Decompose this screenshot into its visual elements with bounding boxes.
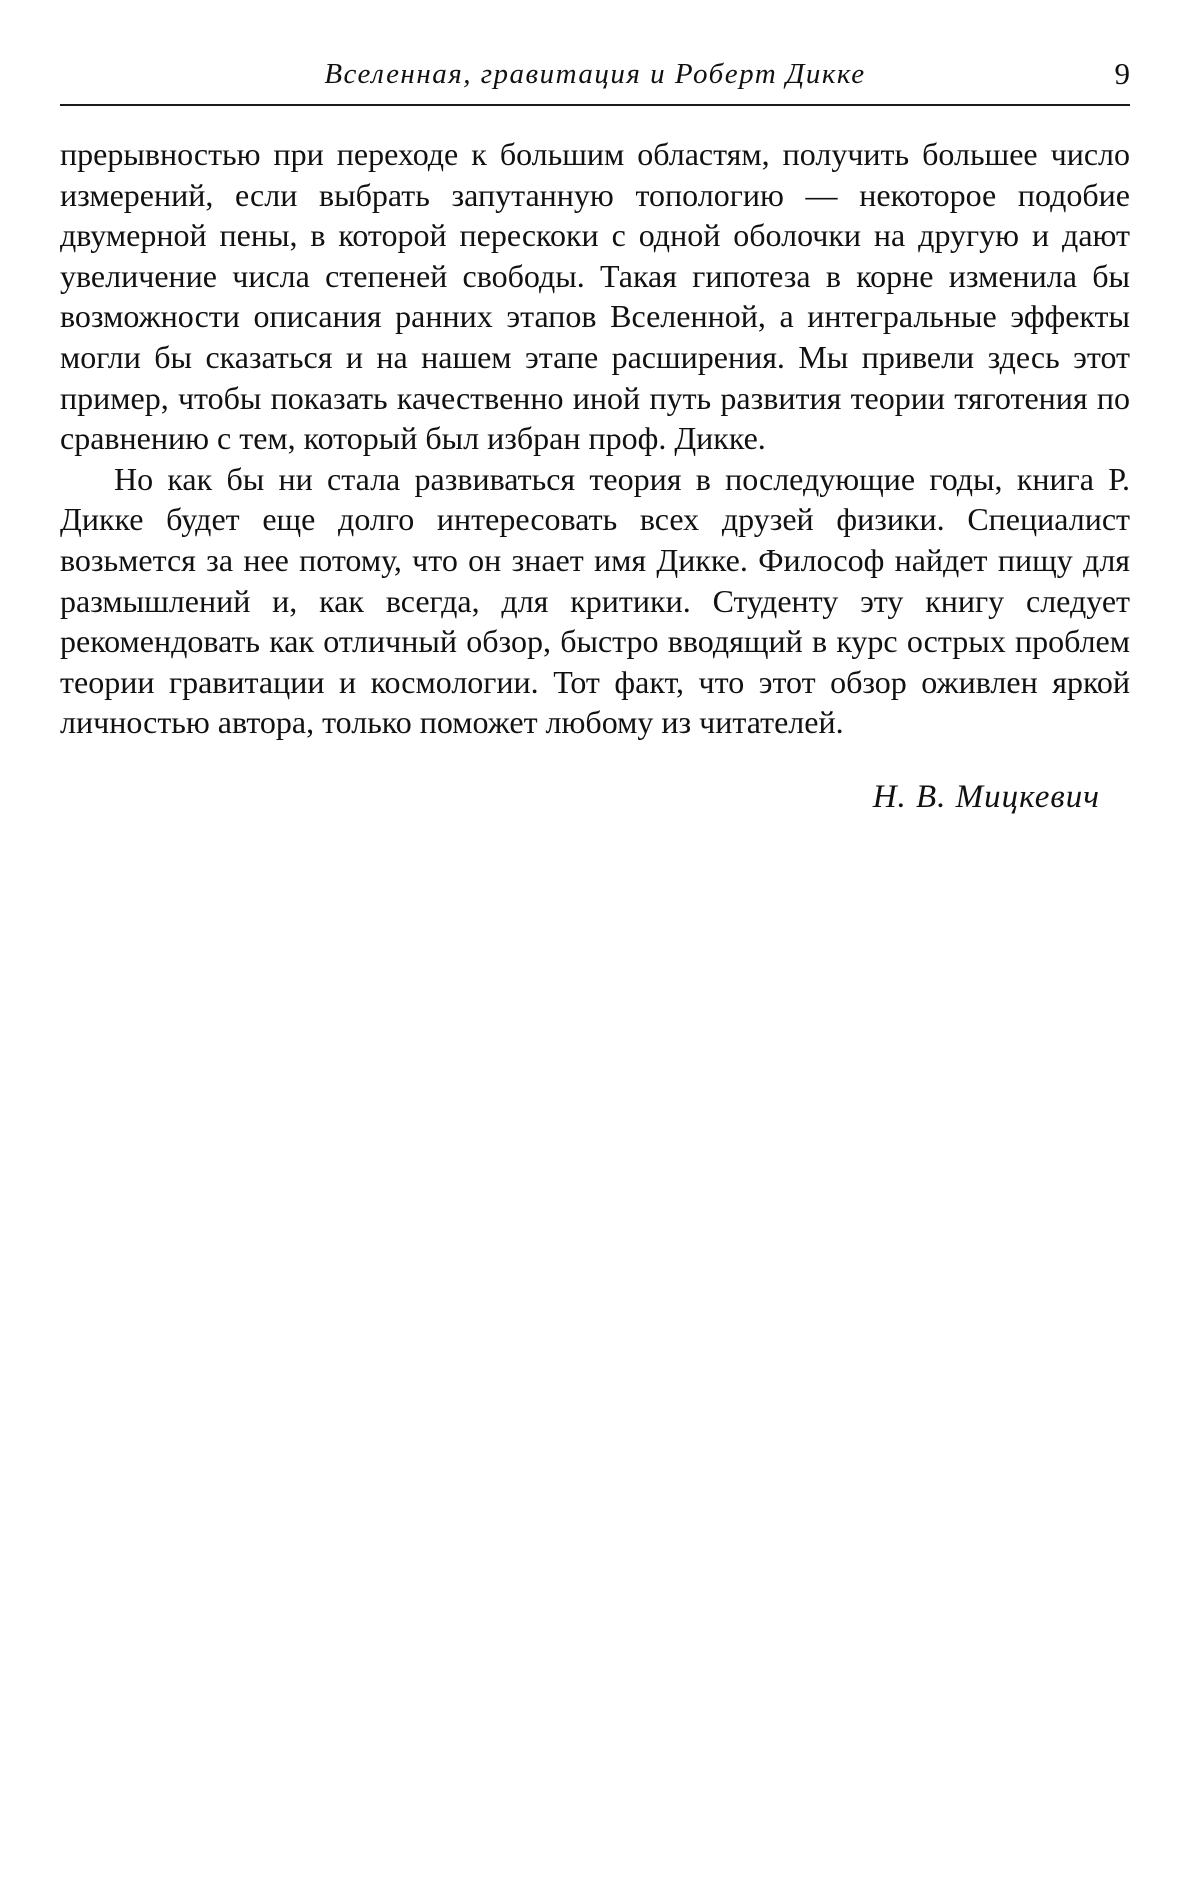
author-signature: Н. В. Мицкевич <box>872 778 1100 815</box>
paragraph: Но как бы ни стала развиваться теория в последующие годы, книга Р. Дикке будет еще долго интересовать всех друзей физики. Специалист возьмется за нее потому, что он знает имя Дикке. Философ найдет пищу для размышлений и, как всегда, для критики. Студенту эту книгу следует рекомендовать как отличный обзор, быстро вводящий в курс острых проблем теории гравитации и космологии. Тот факт, что этот обзор оживлен яркой личностью автора, только поможет любому из читателей. <box>60 460 1130 741</box>
running-header <box>60 50 1130 106</box>
body-text <box>60 134 1130 743</box>
book-page <box>60 50 1130 816</box>
page-number: 9 <box>1114 56 1130 91</box>
running-title: Вселенная, гравитация и Роберт Дикке <box>324 58 866 90</box>
paragraph-continued: прерывностью при переходе к большим областям, получить большее число измерений, если выбрать запутанную топологию — некоторое подобие двумерной пены, в которой перескоки с одной оболочки на другую и дают увеличение числа степеней свободы. Такая гипотеза в корне изменила бы возможности описания ранних этапов Вселенной, а интегральные эффекты могли бы сказаться и на нашем этапе расширения. Мы привели здесь этот пример, чтобы показать качественно иной путь развития теории тяготения по сравнению с тем, который был избран проф. Дикке. <box>60 136 1130 457</box>
